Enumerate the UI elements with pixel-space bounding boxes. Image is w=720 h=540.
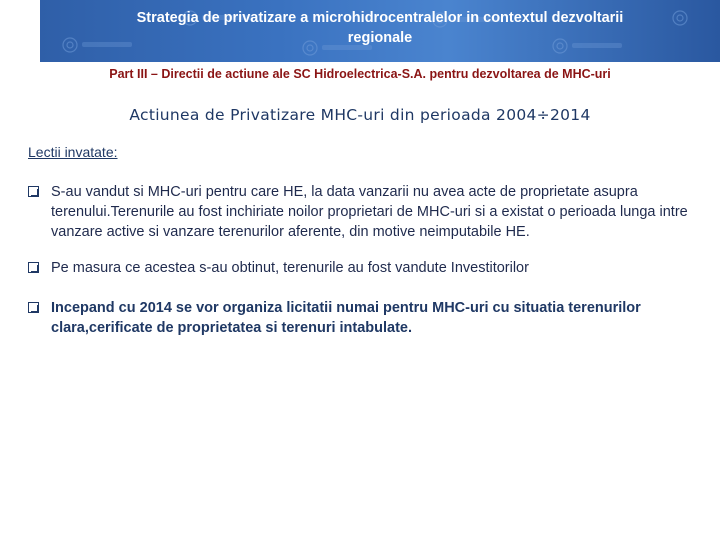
bullet-text: S-au vandut si MHC-uri pentru care HE, la data vanzarii nu avea acte de proprietate asupra terenului.Terenurile au fost inchiriate noilor proprietari de MHC-uri si a existat o perioada lunga intre vanzare active si vanzare terenurilor aferente, din motive neimputabile HE.	[51, 184, 688, 240]
bullet-item	[28, 258, 688, 278]
bullet-text: Pe masura ce acestea s-au obtinut, terenurile au fost vandute Investitorilor	[51, 260, 529, 276]
bullet-text: Incepand cu 2014 se vor organiza licitatii numai pentru MHC-uri cu situatia terenurilor clara,cerificate de proprietatea si terenuri intabulate.	[51, 300, 641, 336]
title-line-2: regionale	[347, 30, 413, 46]
title-line-1: Strategia de privatizare a microhidrocentralelor in contextul dezvoltarii	[136, 10, 624, 26]
lessons-learned-label: Lectii invatate:	[28, 144, 118, 160]
bullet-item	[28, 182, 688, 242]
checkbox-bullet-icon	[28, 262, 39, 273]
section-subheader: Part III – Directii de actiune ale SC Hidroelectrica-S.A. pentru dezvoltarea de MHC-uri	[109, 67, 611, 81]
header-banner	[40, 0, 720, 62]
checkbox-bullet-icon	[28, 186, 39, 197]
presentation-title	[50, 8, 710, 48]
slide-heading: Actiunea de Privatizare MHC-uri din perioada 2004÷2014	[129, 106, 591, 124]
bullet-item-bold	[28, 298, 688, 338]
checkbox-bullet-icon	[28, 302, 39, 313]
